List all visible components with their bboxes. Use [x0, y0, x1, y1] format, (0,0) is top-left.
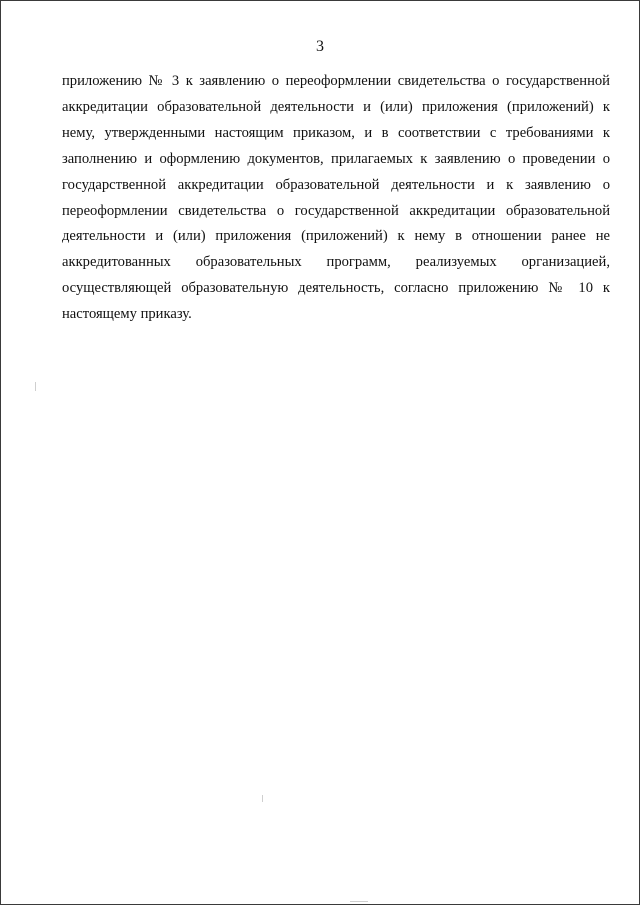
- text-line: деятельности и (или) приложения (приложений) к нему в отношении ранее не: [62, 228, 610, 245]
- text-line: настоящему приказу.: [62, 306, 192, 323]
- scan-artifact: [35, 382, 36, 391]
- body-paragraph: [62, 69, 610, 328]
- text-line: приложению № 3 к заявлению о переоформлении свидетельства о государственной: [62, 73, 610, 89]
- page-number: 3: [316, 38, 324, 55]
- text-line: переоформлении свидетельства о государственной аккредитации образовательной: [62, 202, 610, 219]
- text-line: осуществляющей образовательную деятельность, согласно приложению № 10 к: [62, 280, 610, 297]
- scan-artifact: [262, 795, 263, 802]
- scan-artifact: [350, 901, 368, 902]
- text-line: нему, утвержденными настоящим приказом, и в соответствии с требованиями к: [62, 124, 610, 141]
- text-line: государственной аккредитации образовательной деятельности и к заявлению о: [62, 176, 610, 193]
- text-line: заполнению и оформлению документов, прилагаемых к заявлению о проведении о: [62, 150, 610, 167]
- text-line: аккредитованных образовательных программ, реализуемых организацией,: [62, 254, 610, 271]
- text-line: аккредитации образовательной деятельности и (или) приложения (приложений) к: [62, 98, 610, 115]
